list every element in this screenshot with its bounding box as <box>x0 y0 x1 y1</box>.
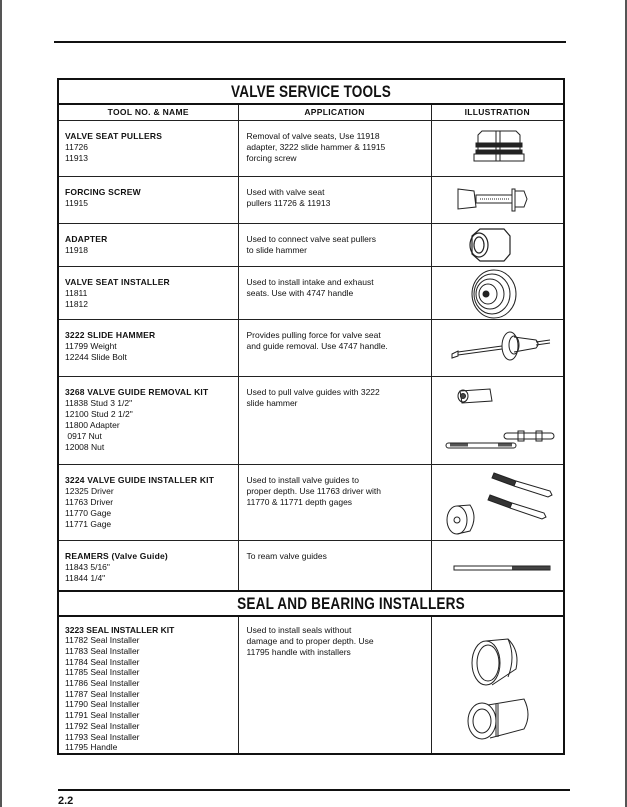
top-rule <box>54 41 566 43</box>
illustration-cell <box>431 541 564 591</box>
tool-item: 11812 <box>65 299 89 309</box>
guide-removal-kit-icon <box>432 377 565 465</box>
tool-item: 11787 Seal Installer <box>65 688 140 699</box>
tool-name: 3224 VALVE GUIDE INSTALLER KIT <box>65 475 215 485</box>
application-line: Used to install intake and exhaust <box>246 277 374 287</box>
tool-name-cell <box>58 541 238 591</box>
tool-item: 12244 Slide Bolt <box>65 352 127 362</box>
tool-name-cell <box>58 616 238 754</box>
tool-item: 11790 Seal Installer <box>65 699 140 710</box>
application-cell <box>238 465 431 541</box>
tool-name: VALVE SEAT PULLERS <box>65 131 163 141</box>
application-line: Used to connect valve seat pullers <box>246 234 376 244</box>
slide-hammer-icon <box>432 320 565 377</box>
application-cell <box>238 541 431 591</box>
table-row <box>58 224 564 267</box>
table-row <box>58 465 564 541</box>
hex-adapter-icon <box>432 224 565 267</box>
tool-name-cell <box>58 177 238 224</box>
seal-installer-icon <box>432 617 565 755</box>
application-line: pullers 11726 & 11913 <box>246 198 331 208</box>
application-line: adapter, 3222 slide hammer & 11915 <box>246 142 386 152</box>
tool-item: 12008 Nut <box>65 442 105 452</box>
application-line: Provides pulling force for valve seat <box>246 330 381 340</box>
table-row <box>58 121 564 177</box>
table-row <box>58 377 564 465</box>
tool-item: 11763 Driver <box>65 497 114 507</box>
tool-item: 11843 5/16" <box>65 562 110 572</box>
section-title-valve: VALVE SERVICE TOOLS <box>231 82 391 101</box>
application-cell <box>238 224 431 267</box>
application-line: and guide removal. Use 4747 handle. <box>246 341 388 351</box>
tool-name: ADAPTER <box>65 234 108 244</box>
tool-item: 11771 Gage <box>65 519 112 529</box>
reamer-icon <box>432 541 565 591</box>
seal-section-title-cell <box>58 591 564 616</box>
tool-item: 11811 <box>65 288 88 298</box>
tool-item: 11799 Weight <box>65 341 117 351</box>
tool-item: 11783 Seal Installer <box>65 645 140 656</box>
application-line: Removal of valve seats, Use 11918 <box>246 131 380 141</box>
illustration-cell <box>431 224 564 267</box>
tool-item: 11786 Seal Installer <box>65 678 140 689</box>
application-cell <box>238 267 431 320</box>
section-title-seal: SEAL AND BEARING INSTALLERS <box>237 593 465 613</box>
application-cell <box>238 121 431 177</box>
application-line: to slide hammer <box>246 245 307 255</box>
application-line: forcing screw <box>246 153 297 163</box>
page-edge-left <box>0 0 2 807</box>
tool-item: 11915 <box>65 198 89 208</box>
guide-installer-kit-icon <box>432 465 565 541</box>
application-cell <box>238 377 431 465</box>
tool-name: VALVE SEAT INSTALLER <box>65 277 170 287</box>
tool-item: 11800 Adapter <box>65 420 120 430</box>
application-cell <box>238 177 431 224</box>
tool-name: REAMERS (Valve Guide) <box>65 551 168 561</box>
tool-item: 11918 <box>65 245 89 255</box>
application-line: Used to install seals without <box>246 624 352 635</box>
tool-item: 11726 <box>65 142 89 152</box>
tool-item: 11913 <box>65 153 89 163</box>
illustration-cell <box>431 177 564 224</box>
table-row <box>58 320 564 377</box>
illustration-cell <box>431 616 564 754</box>
tool-name: 3268 VALVE GUIDE REMOVAL KIT <box>65 387 209 397</box>
forcing-screw-icon <box>432 177 565 224</box>
application-line: 11795 handle with installers <box>246 646 351 657</box>
col-header-application: APPLICATION <box>238 104 431 121</box>
tool-item: 11844 1/4" <box>65 573 106 583</box>
application-line: Used to install valve guides to <box>246 475 359 485</box>
valve-section-title-cell <box>58 79 564 104</box>
application-line: Used with valve seat <box>246 187 325 197</box>
application-cell <box>238 616 431 754</box>
tool-item: 11782 Seal Installer <box>65 635 140 646</box>
illustration-cell <box>431 320 564 377</box>
page-number: 2.2 <box>58 795 74 807</box>
table-row <box>58 177 564 224</box>
tool-item: 0917 Nut <box>65 431 102 441</box>
tool-name: 3222 SLIDE HAMMER <box>65 330 156 340</box>
table-row <box>58 541 564 591</box>
tool-item: 11793 Seal Installer <box>65 731 140 742</box>
col-header-tool: TOOL NO. & NAME <box>58 104 238 121</box>
tool-item: 11791 Seal Installer <box>65 710 140 721</box>
bottom-rule <box>58 789 570 791</box>
application-line: damage and to proper depth. Use <box>246 635 374 646</box>
application-line: To ream valve guides <box>246 551 327 561</box>
col-header-illustration: ILLUSTRATION <box>431 104 564 121</box>
application-cell <box>238 320 431 377</box>
application-line: 11770 & 11771 depth gages <box>246 497 353 507</box>
illustration-cell <box>431 465 564 541</box>
tool-name-cell <box>58 121 238 177</box>
tool-name-cell <box>58 320 238 377</box>
tool-item: 11795 Handle <box>65 742 118 753</box>
illustration-cell <box>431 377 564 465</box>
tool-item: 11784 Seal Installer <box>65 656 140 667</box>
tool-item: 11838 Stud 3 1/2" <box>65 398 133 408</box>
tool-item: 11770 Gage <box>65 508 112 518</box>
application-line: seats. Use with 4747 handle <box>246 288 354 298</box>
table-row <box>58 616 564 754</box>
tool-name-cell <box>58 465 238 541</box>
application-line: Used to pull valve guides with 3222 <box>246 387 380 397</box>
application-line: proper depth. Use 11763 driver with <box>246 486 382 496</box>
seat-installer-icon <box>432 267 565 320</box>
tool-name: FORCING SCREW <box>65 187 141 197</box>
tool-item: 11785 Seal Installer <box>65 667 140 678</box>
illustration-cell <box>431 121 564 177</box>
tool-item: 11792 Seal Installer <box>65 720 140 731</box>
illustration-cell <box>431 267 564 320</box>
application-line: slide hammer <box>246 398 298 408</box>
tools-table <box>57 78 565 755</box>
tool-name-cell <box>58 267 238 320</box>
tool-name: 3223 SEAL INSTALLER KIT <box>65 624 175 635</box>
tool-item: 12325 Driver <box>65 486 114 496</box>
tool-name-cell <box>58 377 238 465</box>
table-row <box>58 267 564 320</box>
tool-item: 12100 Stud 2 1/2" <box>65 409 133 419</box>
tool-name-cell <box>58 224 238 267</box>
valve-seat-puller-icon <box>432 121 565 177</box>
